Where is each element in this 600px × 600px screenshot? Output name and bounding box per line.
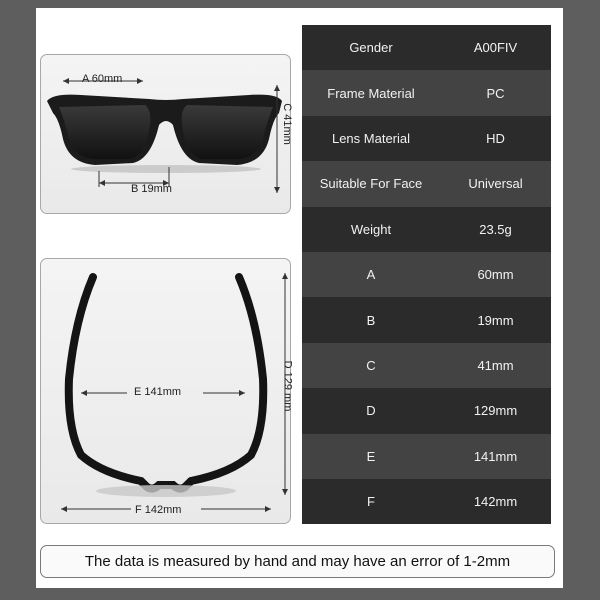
spec-value: 60mm bbox=[477, 267, 514, 283]
measurement-note: The data is measured by hand and may have an error of 1-2mm bbox=[40, 545, 555, 578]
spec-row-frame-material bbox=[302, 70, 551, 115]
dimension-b-label: B 19mm bbox=[131, 183, 172, 195]
spec-value: 141mm bbox=[473, 448, 518, 464]
spec-row-d bbox=[302, 388, 551, 433]
dimension-e-label: E 141mm bbox=[134, 386, 182, 398]
spec-row-lens-material bbox=[302, 116, 551, 161]
dimension-d-label: D 129 mm bbox=[281, 360, 294, 412]
spec-label: F bbox=[367, 494, 375, 510]
spec-label: A bbox=[366, 267, 376, 283]
spec-row-suitable-for-face bbox=[302, 161, 551, 206]
spec-row-a bbox=[302, 252, 551, 297]
spec-row-b bbox=[302, 297, 551, 342]
spec-label: Frame Material bbox=[327, 85, 415, 101]
spec-value: HD bbox=[486, 130, 505, 146]
spec-label: D bbox=[366, 403, 376, 419]
spec-label: Lens Material bbox=[331, 130, 411, 146]
spec-row-c bbox=[302, 343, 551, 388]
dimension-a-label: A 60mm bbox=[82, 73, 123, 85]
spec-row-e bbox=[302, 434, 551, 479]
spec-label: B bbox=[366, 312, 376, 328]
spec-value: 142mm bbox=[473, 494, 518, 510]
spec-value: 19mm bbox=[477, 312, 514, 328]
spec-value: 129mm bbox=[473, 403, 518, 419]
spec-table bbox=[302, 25, 551, 524]
spec-label: E bbox=[366, 448, 376, 464]
spec-label: Suitable For Face bbox=[319, 176, 423, 192]
dimension-f-label: F 142mm bbox=[135, 504, 182, 516]
spec-value: A00FIV bbox=[473, 40, 518, 56]
spec-label: Weight bbox=[350, 221, 392, 237]
spec-row-gender bbox=[302, 25, 551, 70]
spec-value: 41mm bbox=[477, 357, 514, 373]
spec-value: Universal bbox=[468, 176, 523, 192]
spec-row-f bbox=[302, 479, 551, 524]
dimension-c-label: C 41mm bbox=[280, 103, 293, 145]
spec-label: C bbox=[366, 357, 376, 373]
spec-label: Gender bbox=[349, 40, 393, 56]
spec-value: PC bbox=[486, 85, 505, 101]
spec-value: 23.5g bbox=[479, 221, 512, 237]
spec-row-weight bbox=[302, 207, 551, 252]
